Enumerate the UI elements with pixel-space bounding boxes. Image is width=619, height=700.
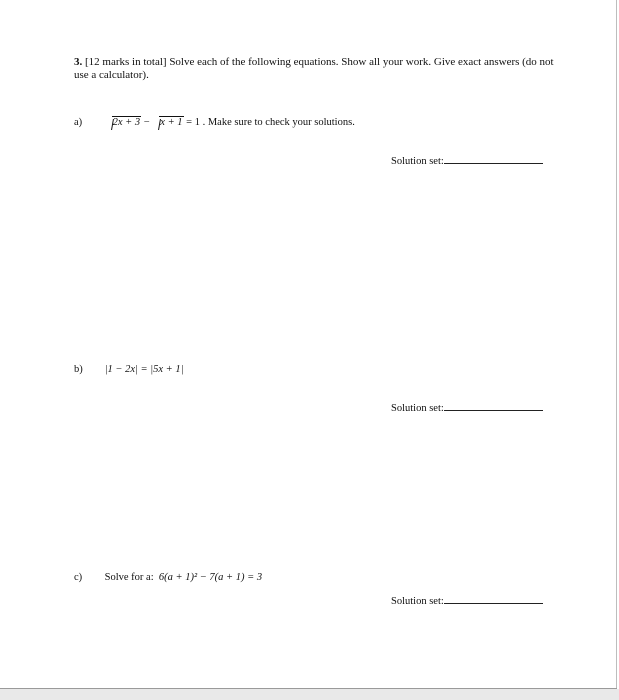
solution-label-c: Solution set:	[391, 596, 444, 607]
part-a-label: a)	[74, 117, 83, 128]
solution-label-b: Solution set:	[391, 403, 444, 414]
radical-2	[152, 117, 183, 128]
solution-set-c	[391, 594, 543, 607]
solution-set-b	[391, 401, 543, 414]
answer-line-c[interactable]	[444, 594, 543, 604]
radicand-1: 2x + 3	[112, 117, 141, 128]
solution-set-a	[391, 154, 543, 167]
answer-line-b[interactable]	[444, 401, 543, 411]
page-margin	[0, 689, 619, 700]
question-header	[74, 56, 554, 82]
part-a	[74, 117, 355, 128]
minus-sign: −	[141, 117, 153, 128]
part-b-label: b)	[74, 364, 83, 375]
question-number: 3.	[74, 56, 83, 68]
page-right-edge	[616, 0, 617, 700]
part-c	[74, 572, 262, 583]
question-instructions: [12 marks in total] Solve each of the following equations. Show all your work. Give exact answers (do not use a calculator).	[74, 56, 554, 81]
part-c-equation: 6(a + 1)² − 7(a + 1) = 3	[158, 572, 263, 583]
part-a-instruction: . Make sure to check your solutions.	[202, 117, 355, 128]
solution-label-a: Solution set:	[391, 156, 444, 167]
part-b	[74, 364, 184, 375]
equation-rhs: = 1	[183, 117, 200, 128]
answer-line-a[interactable]	[444, 154, 543, 164]
part-c-label: c)	[74, 572, 83, 583]
radicand-2: x + 1	[160, 117, 183, 128]
part-b-equation: |1 − 2x| = |5x + 1|	[104, 364, 184, 375]
radical-1	[105, 117, 142, 128]
part-c-prefix: Solve for a:	[104, 572, 154, 583]
